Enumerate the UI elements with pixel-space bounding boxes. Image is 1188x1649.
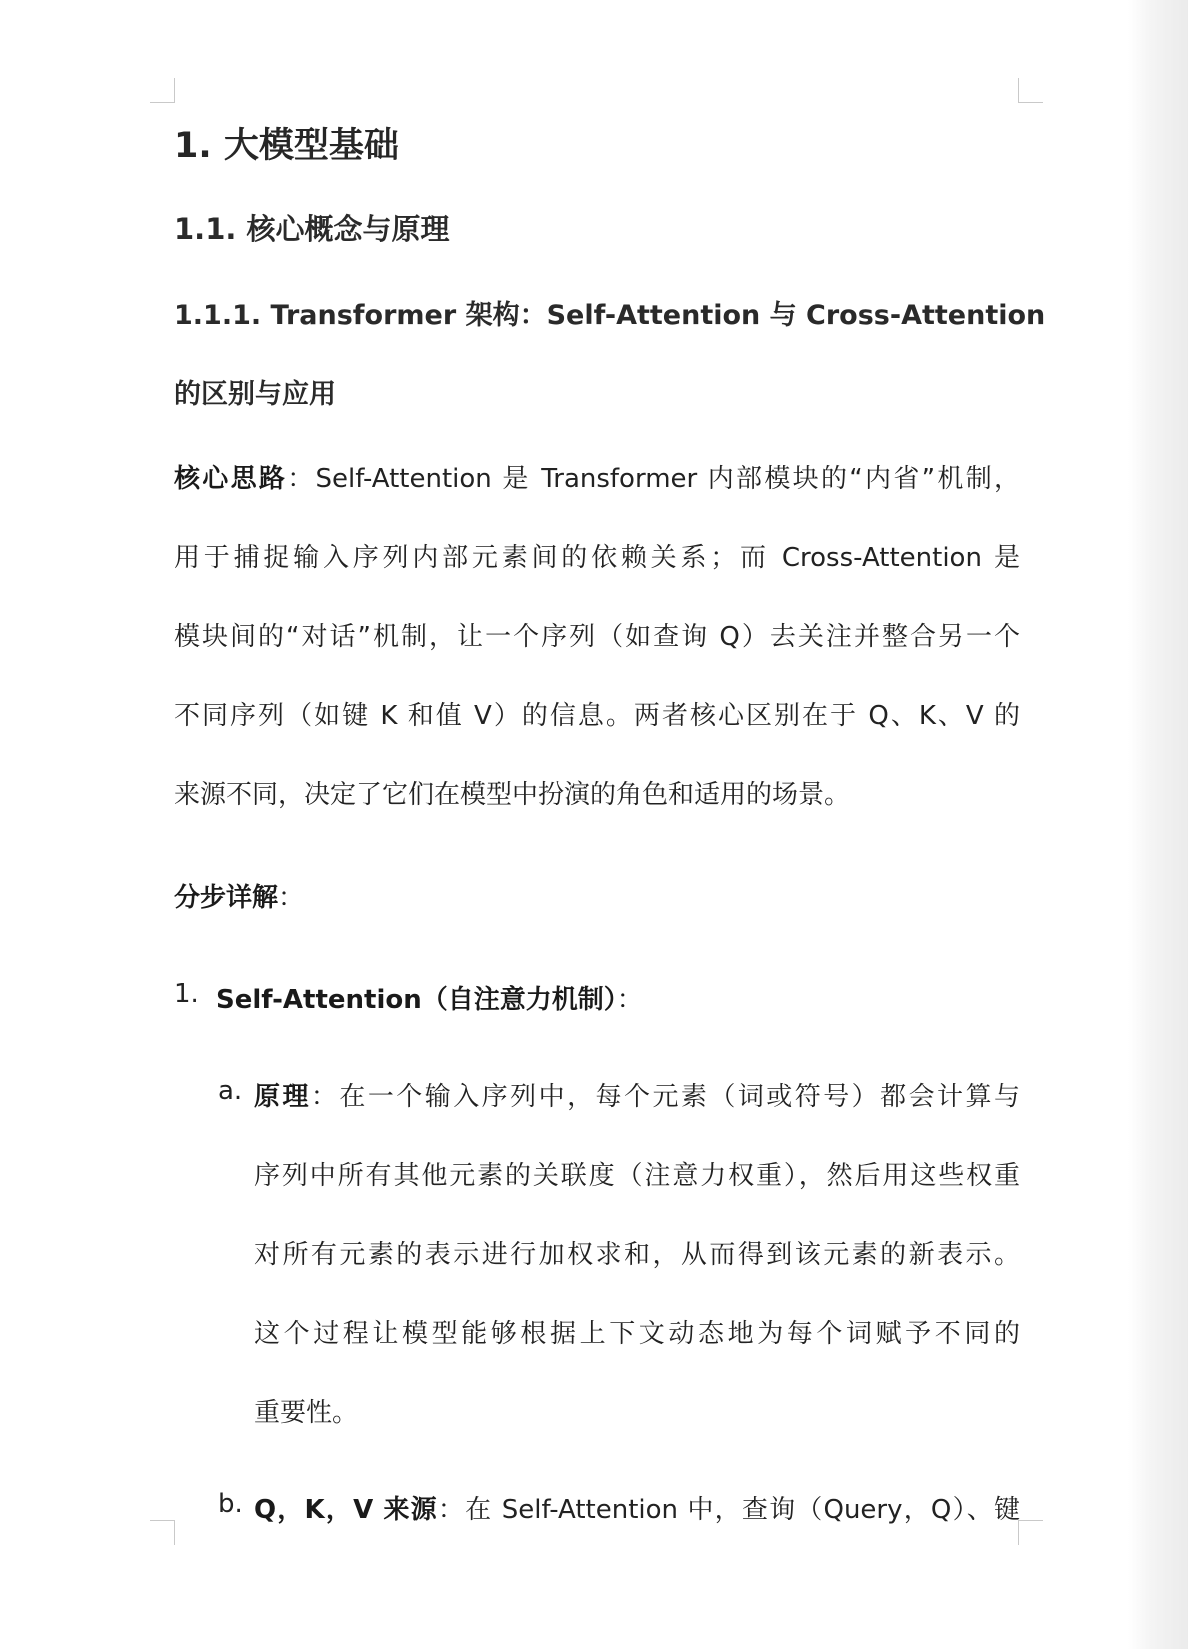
- heading-2: 1.1. 核心概念与原理: [174, 212, 450, 246]
- core-idea-label: 核心思路: [174, 464, 288, 494]
- sub-item-a-text: ：在一个输入序列中，每个元素（词或符号）都会计算与: [310, 1082, 1020, 1112]
- core-idea-line-1: [174, 458, 1020, 495]
- sub-item-a-line-4: 这个过程让模型能够根据上下文动态地为每个词赋予不同的: [254, 1319, 1020, 1349]
- sub-item-a-line-5: 重要性。: [254, 1398, 359, 1428]
- steps-heading: [174, 877, 304, 914]
- sub-item-b-marker: b.: [218, 1489, 243, 1519]
- sub-item-a-line-1: [254, 1076, 1020, 1113]
- sub-item-a-marker: a.: [218, 1076, 243, 1106]
- steps-colon: ：: [278, 883, 305, 913]
- core-idea-line-2: 用于捕捉输入序列内部元素间的依赖关系；而 Cross-Attention 是: [174, 543, 1020, 573]
- sub-item-a-label: 原理: [254, 1082, 311, 1112]
- list-item-colon: ：: [616, 985, 643, 1015]
- sub-item-a-line-3: 对所有元素的表示进行加权求和，从而得到该元素的新表示。: [254, 1240, 1020, 1270]
- sub-item-b-text: ：在 Self-Attention 中，查询（Query，Q）、键: [437, 1495, 1020, 1525]
- crop-mark-bottom-right: [1018, 1520, 1043, 1545]
- list-item-title: [216, 979, 643, 1016]
- list-item-number: 1.: [174, 979, 199, 1009]
- crop-mark-bottom-left: [150, 1520, 175, 1545]
- steps-label: 分步详解: [174, 883, 279, 913]
- heading-3-line-2: 的区别与应用: [174, 379, 336, 410]
- core-idea-text: ：Self-Attention 是 Transformer 内部模块的“内省”机制，: [287, 464, 1020, 494]
- core-idea-line-4: 不同序列（如键 K 和值 V）的信息。两者核心区别在于 Q、K、V 的: [174, 701, 1020, 731]
- heading-1: 1. 大模型基础: [174, 126, 399, 166]
- crop-mark-top-right: [1018, 78, 1043, 103]
- sub-item-b-line-1: [254, 1489, 1020, 1526]
- list-item-title-bold: Self-Attention（自注意力机制）: [216, 985, 617, 1015]
- core-idea-line-3: 模块间的“对话”机制，让一个序列（如查询 Q）去关注并整合另一个: [174, 622, 1020, 652]
- sub-item-a-line-2: 序列中所有其他元素的关联度（注意力权重），然后用这些权重: [254, 1161, 1020, 1191]
- sub-item-b-label: Q，K，V 来源: [254, 1495, 438, 1525]
- heading-3-line-1: 1.1.1. Transformer 架构：Self-Attention 与 Cross-Attention: [174, 300, 1046, 331]
- core-idea-line-5: 来源不同，决定了它们在模型中扮演的角色和适用的场景。: [174, 780, 851, 810]
- crop-mark-top-left: [150, 78, 175, 103]
- page-edge-shadow: [1128, 0, 1188, 1649]
